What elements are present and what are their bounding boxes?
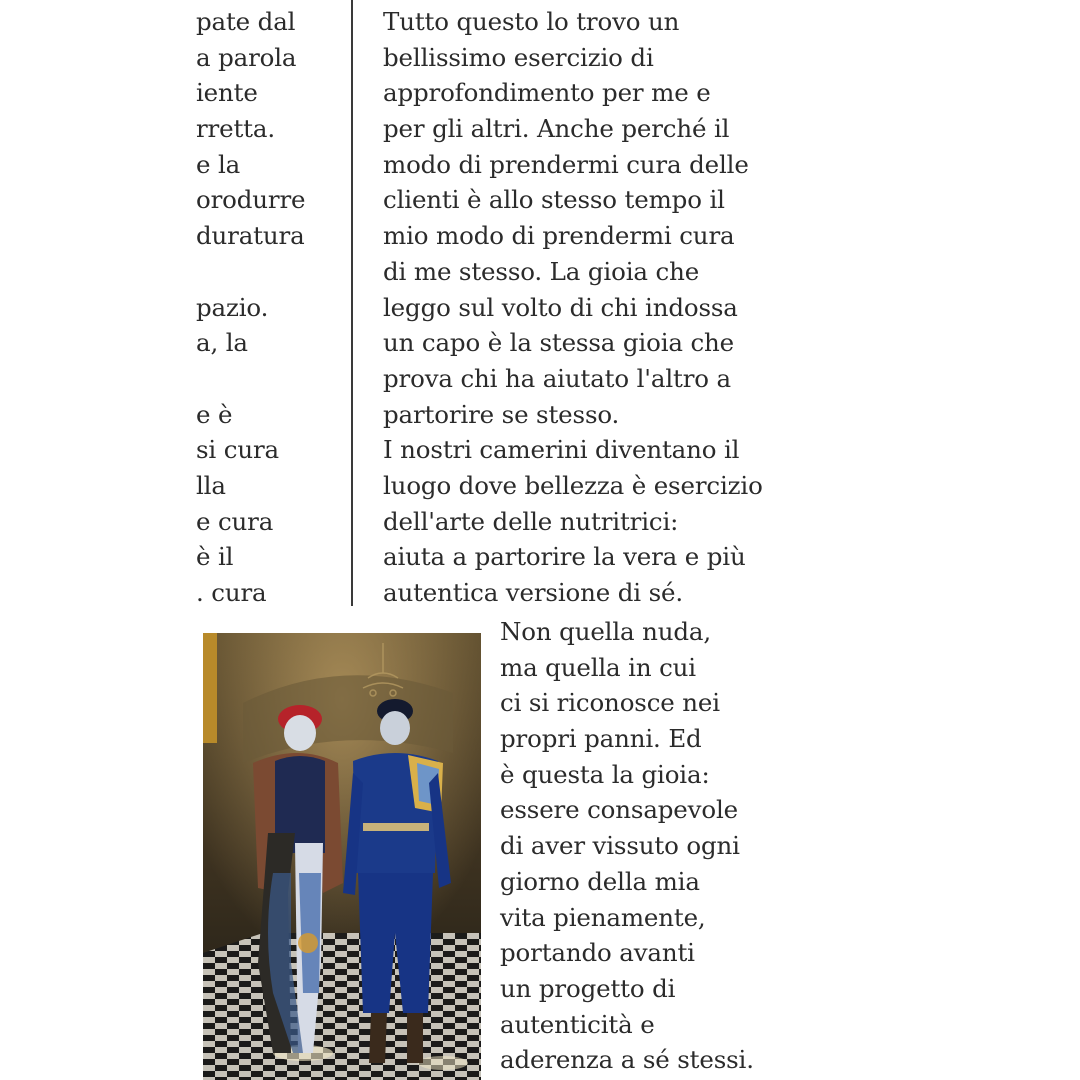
text-line: un progetto di xyxy=(500,973,676,1003)
right-text-column xyxy=(383,4,763,611)
text-line: vita pienamente, xyxy=(500,902,706,932)
text-line: per gli altri. Anche perché il xyxy=(383,114,730,144)
text-line: è questa la gioia: xyxy=(500,759,710,789)
mannequins-photo xyxy=(203,633,481,1080)
text-line: e è xyxy=(196,399,233,429)
text-line xyxy=(196,254,305,290)
text-line: Non quella nuda, xyxy=(500,617,712,646)
text-line: ci si riconosce nei xyxy=(500,688,720,718)
text-line: duratura xyxy=(196,221,305,251)
column-divider xyxy=(351,0,353,606)
text-line: è il xyxy=(196,542,234,572)
text-line: orodurre xyxy=(196,185,306,215)
text-line: approfondimento per me e xyxy=(383,78,711,108)
text-line: autenticità e xyxy=(500,1009,655,1039)
text-line: lla xyxy=(196,470,226,500)
text-line xyxy=(196,361,305,397)
text-line: e la xyxy=(196,149,241,179)
text-line: Tutto questo lo trovo un xyxy=(383,7,680,36)
text-line: partorire se stesso. xyxy=(383,399,620,429)
text-line: a, la xyxy=(196,328,248,358)
text-line: luogo dove bellezza è esercizio xyxy=(383,470,763,500)
text-line: essere consapevole xyxy=(500,795,738,825)
text-line: autentica versione di sé. xyxy=(383,578,683,607)
text-line: a parola xyxy=(196,42,297,72)
left-text-column xyxy=(0,0,320,610)
text-line: portando avanti xyxy=(500,938,695,968)
text-line: modo di prendermi cura delle xyxy=(383,149,749,179)
text-line: di aver vissuto ogni xyxy=(500,831,740,861)
text-line: propri panni. Ed xyxy=(500,724,702,754)
text-line: leggo sul volto di chi indossa xyxy=(383,292,738,322)
text-line: mio modo di prendermi cura xyxy=(383,221,735,251)
text-line: pate dal xyxy=(196,7,296,36)
text-line: un capo è la stessa gioia che xyxy=(383,328,735,358)
mannequins-illustration xyxy=(203,633,481,1080)
text-line: aderenza a sé stessi. xyxy=(500,1045,754,1075)
text-line: si cura xyxy=(196,435,279,465)
text-line: bellissimo esercizio di xyxy=(383,42,654,72)
text-line: iente xyxy=(196,78,258,108)
text-line: I nostri camerini diventano il xyxy=(383,435,740,465)
bottom-text-column xyxy=(500,614,754,1078)
text-line: prova chi ha aiutato l'altro a xyxy=(383,363,731,393)
text-line: rretta. xyxy=(196,114,275,144)
text-line: aiuta a partorire la vera e più xyxy=(383,542,746,572)
text-line: di me stesso. La gioia che xyxy=(383,256,700,286)
text-line: . cura xyxy=(196,578,267,607)
text-line: ma quella in cui xyxy=(500,652,696,682)
text-line: dell'arte delle nutritrici: xyxy=(383,506,679,536)
text-line: pazio. xyxy=(196,292,269,322)
text-line: e cura xyxy=(196,506,274,536)
text-line: giorno della mia xyxy=(500,866,700,896)
text-line: clienti è allo stesso tempo il xyxy=(383,185,725,215)
